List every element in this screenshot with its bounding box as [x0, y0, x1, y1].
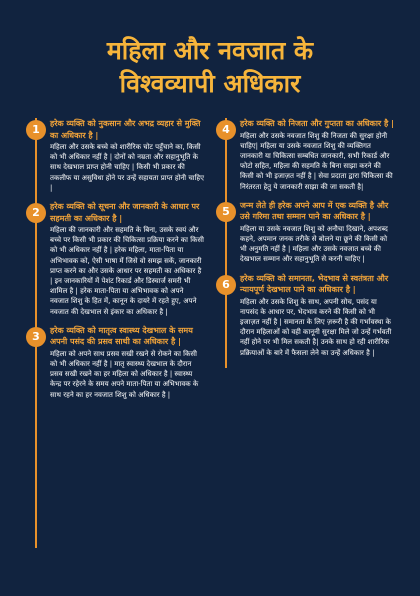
- right-heading: हरेक व्यक्ति को मातृत्व स्वास्थ्य देखभाल के समय अपनी पसंद की प्रसव साथी का अधिकार है |: [50, 325, 193, 347]
- right-heading: हरेक व्यक्ति को नुकसान और अभद्र व्यहार से मुक्ति का अधिकार है |: [50, 119, 201, 140]
- title-line-1: महिला और नवजात के: [106, 36, 314, 65]
- number-badge: 5: [216, 202, 236, 222]
- number-badge: 4: [216, 120, 236, 140]
- right-item-6: [216, 273, 394, 358]
- number-badge: 3: [26, 327, 46, 347]
- right-item-5: [216, 200, 394, 265]
- right-body: महिला को अपने साथ प्रसव सखी रखने से रोकने का किसी को भी अधिकार नहीं है | मातृ स्वास्थ्य देखभाल के दौरान प्रसव सखी रखने का हर महिला को अधिकार है | स्वास्थ्य केन्द्र पर रहेरने के समय अपने माता-पिता या अभिभावक के साथ रहने का हर नवजात शिशु को अधिकार है |: [50, 349, 199, 399]
- right-item-4: [216, 118, 394, 192]
- page-title: [0, 34, 420, 100]
- number-badge: 6: [216, 275, 236, 295]
- right-item-3: [26, 325, 204, 400]
- rights-column-right: [216, 118, 394, 366]
- right-heading: जन्म लेते ही हरेक अपने आप में एक व्यक्ति है और उसे गरिमा तथा सम्मान पाने का अधिकार है |: [240, 200, 389, 222]
- right-body: महिला और उसके बच्चे को शारीरिक चोट पहुँचाने का, किसी को भी अधिकार नहीं है | दोनों को नम्रता और सहानुभूति के साथ देखभाल प्राप्त होनी चाहिए | किसी भी प्रकार की तकलीफ या असुविधा होने पर उन्हें सहायता प्राप्त होनी चाहिए |: [50, 143, 204, 192]
- number-badge: 1: [26, 120, 46, 140]
- right-heading: हरेक व्यक्ति को समानता, भेदभाव से स्वतंत्रता और न्यायपूर्ण देखभाल पाने का अधिकार है |: [240, 273, 389, 295]
- right-body: महिला या उसके नवजात शिशु को अनौचा दिखाने, अपशब्द कहने, अपमान जनक तरीके से बोलने या छूने की किसी को भी अनुमति नहीं है | महिला और उसके नवजात बच्चे की देखभाल सम्मान और सहानुभूति से करनी चाहिए |: [240, 224, 388, 264]
- right-item-1: [26, 118, 204, 193]
- right-body: महिला और उसके नवजात शिशु की निजता की सुरक्षा होनी चाहिए| महिला या उसके नवजात शिशु की व्यक्तिगत जानकारी या चिकित्सा सम्बधित जानकारी, सभी रिकार्ड और फोटो सहित, महिला की सहमति के बिना साझा करने की किसी को भी इजाज़त नहीं है | सेवा प्रदाता द्वारा चिकित्सा की निरंतरता हेतु ये जानकारी साझा की जा सकती है|: [240, 131, 393, 191]
- right-body: महिला की जानकारी और सहमति के बिना, उसके स्वयं और बच्चे पर किसी भी प्रकार की चिकित्सा प्रक्रिया करने का किसी को भी अधिकार नहीं है | हरेक महिला, माता-पिता या अभिभावक को, ऐसी भाषा में जिसे वो समझ सकें, जानकारी प्राप्त करने का और उसके आधार पर सहमती का अधिकार है | इन जानकारियों में पेशंट रिकार्ड और डिस्चार्ज समरी भी शामिल है | हरेक माता-पिता या अभिभावक को अपने नवजात शिशु के हित में, कानून के दायरे में रहते हुए, अपने नवजात की देखभाल से इंकार का अधिकार है |: [50, 226, 204, 316]
- title-line-2: विश्वव्यापी अधिकार: [119, 69, 301, 98]
- rights-column-left: [26, 118, 204, 408]
- right-heading: हरेक व्यक्ति को सूचना और जानकारी के आधार पर सहमती का अधिकार है |: [50, 202, 200, 223]
- number-badge: 2: [26, 203, 46, 223]
- right-heading: हरेक व्यक्ति को निजता और गुप्तता का अधिकार है |: [240, 119, 394, 128]
- right-item-2: [26, 201, 204, 317]
- right-body: महिला और उसके शिशु के साथ, अपनी सोच, पसंद या नापसंद के आधार पर, भेदभाव करने की किसी को भी इजाज़त नहीं है | समानता के लिए ज़रूरी है की गर्भावस्था के दौरान महिलाओं को वही कानूनी सुरक्षा मिले जो उन्हें गर्भवती नहीं होने पर भी मिल सकती है| उनके साथ हो रही शारीरिक प्रक्रियाओं के बारे में फैसला लेने का उन्हें अधिकार है |: [240, 297, 392, 357]
